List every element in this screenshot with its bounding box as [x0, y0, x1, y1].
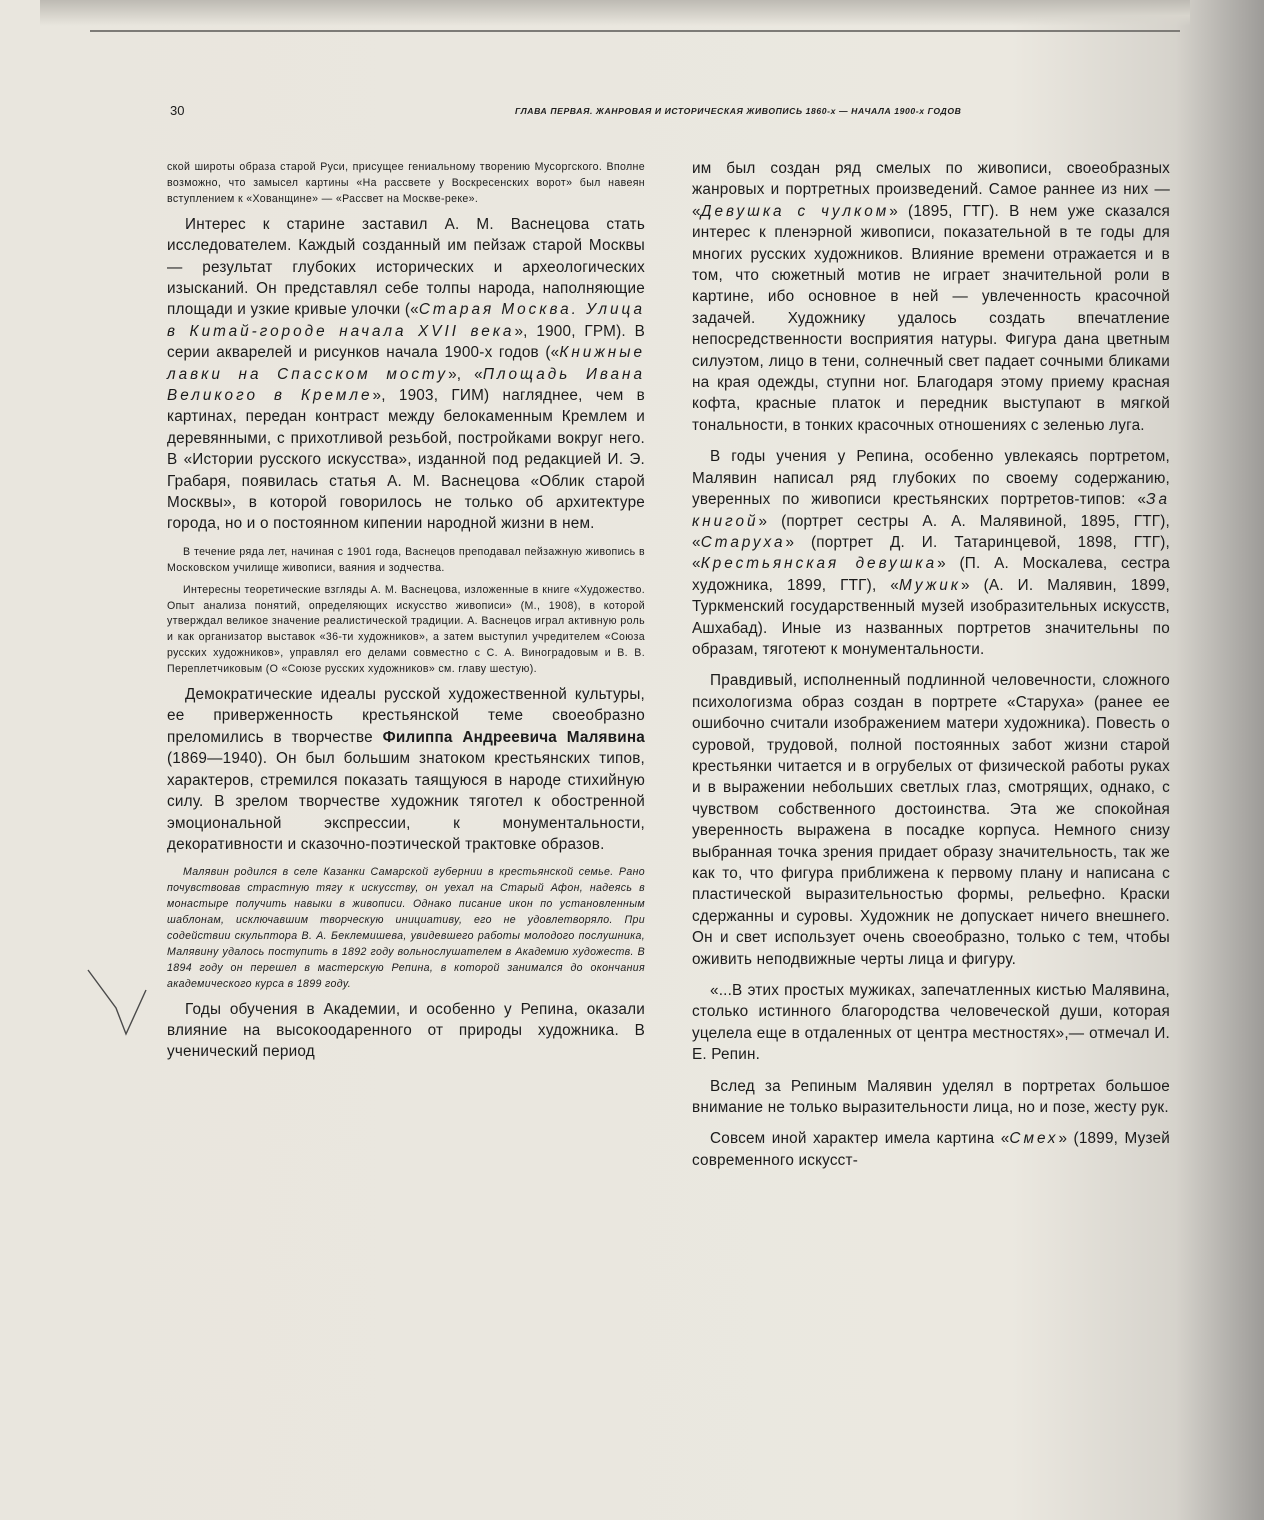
page-number: 30: [170, 103, 185, 118]
text-run: » (П. А. Москалева, сестра художника, 1899, ГТГ), «: [692, 555, 1170, 594]
text-run: », «: [448, 365, 483, 383]
scan-edge-shadow: [40, 0, 1190, 26]
paragraph-laughter: [692, 1128, 1170, 1171]
paragraph-gesture: Вслед за Репиным Малявин уделял в портретах большое внимание не только выразительности лица, но и позе, жесту рук.: [692, 1077, 1170, 1117]
text-run: Совсем иной характер имела картина «: [710, 1130, 1010, 1148]
text-run: (1869—1940). Он был большим знатоком крестьянских типов, характеров, стремился показать таящуюся в народе стихийную силу. В зрелом творчестве художник тяготел к обостренной эмоциональной экспрессии, к монументальности, декоративности и сказочно-поэтической трактовке образов.: [167, 750, 645, 853]
text-run: В годы учения у Репина, особенно увлекаясь портретом, Малявин написал ряд глубоких по своему содержанию, уверенных по живописи крестьянских портретов-типов: «: [692, 448, 1170, 509]
paragraph-early-works: [692, 158, 1170, 436]
note-teaching: В течение ряда лет, начиная с 1901 года, Васнецов преподавал пейзажную живопись в Московском училище живописи, ваяния и зодчества.: [167, 545, 645, 574]
artwork-title: Смех: [1009, 1130, 1059, 1148]
text-run: », 1903, ГИМ) нагляднее, чем в картинах, передан контраст между белокаменным Кремлем и деревянными, с прихотливой резьбой, постройками вокруг него. В «Истории русского искусства», изданной под редакцией И. Э. Грабаря, появилась статья А. М. Васнецова «Облик старой Москвы», в которой говорилось не только об архитектуре города, но и о постоянном кипении народной жизни в нем.: [167, 386, 645, 533]
paragraph-repin-quote: «...В этих простых мужиках, запечатленных кистью Малявина, столько истинного благородства человеческой души, которая уцелела еще в отдаленных от центра местностях»,— отмечал И. Е. Репин.: [692, 982, 1170, 1064]
paragraph-old-woman: Правдивый, исполненный подлинной человечности, сложного психологизма образ создан в портрете «Старуха» (ранее ее ошибочно считали изображением матери художника). Повесть о суровой, трудовой, полной постоянных забот жизни старой крестьянки читается и в огрубелых от физической работы руках и в выражении небольших светлых глаз, смотрящих, однако, с чувством собственного достоинства. Эта же спокойная уверенность выражена в посадке корпуса. Немного снизу выбранная точка зрения придает образу значительность, так же как то, что фигура приближена к первому плану и написана с пластической выразительностью формы, рельефно. Краски сдержанны и суровы. Художник не допускает ничего внешнего. Он и свет использует очень своеобразно, только с тем, чтобы оживить неподвижные черты лица и фигуру.: [692, 672, 1170, 968]
note-theory: Интересны теоретические взгляды А. М. Васнецова, изложенные в книге «Художество. Опыт анализа понятий, определяющих искусство живописи» (М., 1908), в которой утверждал великое значение реалистической традиции. А. Васнецов играл активную роль и как организатор выставок «36-ти художников», а затем выступил учредителем «Союза русских художников», управлял его делами совместно с С. А. Виноградовым и В. В. Переплетчиковым (О «Союзе русских художников» см. главу шестую).: [167, 583, 645, 676]
artwork-title: Площадь Ивана Великого в Кремле: [167, 365, 645, 404]
text-run: » (портрет сестры А. А. Малявиной, 1895, ГТГ), «: [692, 512, 1170, 551]
paragraph-academy: Годы обучения в Академии, и особенно у Репина, оказали влияние на высокоодаренного от природы художника. В ученический период: [167, 1000, 645, 1061]
top-rule: [90, 30, 1180, 32]
text-run: » (1895, ГТГ). В нем уже сказался интерес к пленэрной живописи, показательной в те годы для многих русских художников. Влияние времени отражается и в том, что сюжетный мотив не играет значительной роли в картине, ибо основное в ней — увлеченность красочной задачей. Художнику удалось создать впечатление непосредственности восприятия натуры. Фигура дана цветным силуэтом, лицо в тени, солнечный свет падает сочными бликами на края одежды, ступни ног. Благодаря этому приему красная кофта, красные платок и передник выступают в мягкой тональности, в тонких красочных отношениях с зеленью луга.: [692, 202, 1170, 434]
left-column: [167, 160, 645, 1073]
artwork-title: За книгой: [692, 491, 1170, 530]
check-mark-icon: [86, 968, 156, 1038]
text-run: » (портрет Д. И. Татаринцевой, 1898, ГТГ), «: [692, 533, 1170, 573]
paragraph-malyavin-intro: [167, 684, 645, 855]
artwork-title: Книжные лавки на Спасском мосту: [167, 344, 645, 383]
artwork-title: Старая Москва. Улица в Китай-городе начала XVII века: [167, 301, 645, 340]
text-run: Демократические идеалы русской художественной культуры, ее приверженность крестьянской теме своеобразно преломились в творчестве: [167, 686, 645, 746]
text-run: им был создан ряд смелых по живописи, своеобразных жанровых и портретных произведений. Самое раннее из них — «: [692, 160, 1170, 220]
text-run: Интерес к старине заставил А. М. Васнецова стать исследователем. Каждый созданный им пейзаж старой Москвы — результат глубоких исторических и археологических изысканий. Он представлял себе толпы народа, наполняющие площади и узкие кривые улочки («: [167, 215, 645, 319]
footnote-continuation: ской широты образа старой Руси, присущее гениальному творению Мусоргского. Вполне возможно, что замысел картины «На рассвете у Воскресенских ворот» был навеян вступлением к «Хованщине» — «Рассвет на Москве-реке».: [167, 161, 645, 205]
text-run: », 1900, ГРМ). В серии акварелей и рисунков начала 1900-х годов («: [167, 322, 646, 362]
paragraph-portraits: [692, 446, 1170, 660]
artwork-title: Старуха: [700, 533, 786, 551]
artwork-title: Мужик: [899, 576, 962, 594]
note-malyavin-biography: Малявин родился в селе Казанки Самарской губернии в крестьянской семье. Рано почувствовав страстную тягу к искусству, он уехал на Старый Афон, надеясь в монастыре получить навыки в живописи. Однако писание икон по установленным шаблонам, исключавшим творческую инициативу, его не удовлетворяло. При содействии скульптора В. А. Беклемишева, увидевшего работы молодого послушника, Малявину удалось поступить в 1892 году вольнослушателем в Академию художеств. В 1894 году он перешел в мастерскую Репина, в которой занимался до окончания академического курса в 1899 году.: [167, 866, 645, 990]
paragraph-vasnetsov-research: [167, 214, 645, 535]
running-head: ГЛАВА ПЕРВАЯ. ЖАНРОВАЯ И ИСТОРИЧЕСКАЯ ЖИВОПИСЬ 1860-х — НАЧАЛА 1900-х ГОДОВ: [515, 106, 962, 116]
right-column: [692, 158, 1170, 1181]
artwork-title: Девушка с чулком: [700, 202, 890, 220]
artist-name: Филиппа Андреевича Малявина: [382, 728, 645, 746]
artwork-title: Крестьянская девушка: [700, 555, 938, 573]
text-run: » (1899, Музей современного искусст-: [692, 1130, 1170, 1169]
text-run: » (А. И. Малявин, 1899, Туркменский государственный музей изобразительных искусств, Ашхабад). Иные из названных портретов значительны по образам, тяготеют к монументальности.: [692, 576, 1170, 658]
